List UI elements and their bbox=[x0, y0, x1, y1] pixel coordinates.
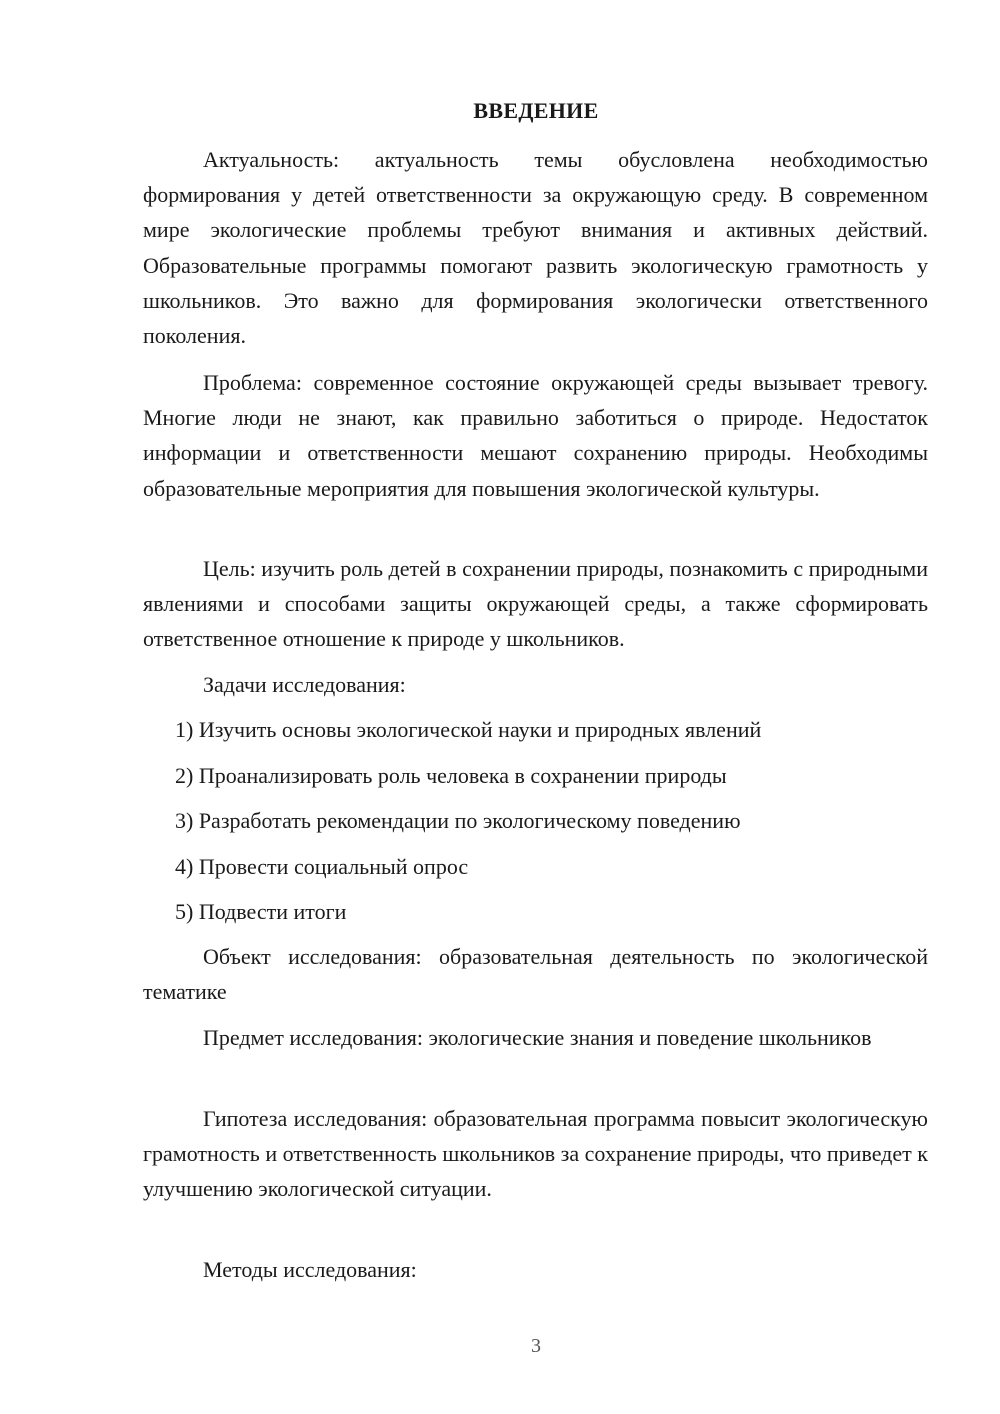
paragraph-hypothesis: Гипотеза исследования: образовательная программа повысит экологическую грамотность и ответственность школьников за сохранение природы, что приведет к улучшению экологической ситуации. bbox=[143, 1106, 928, 1202]
task-item: 2) Проанализировать роль человека в сохранении природы bbox=[175, 763, 727, 788]
tasks-heading: Задачи исследования: bbox=[203, 672, 406, 697]
paragraph-problem: Проблема: современное состояние окружающей среды вызывает тревогу. Многие люди не знают, как правильно заботиться о природе. Недостаток информации и ответственности мешают сохранению природы. Необходимы образовательные мероприятия для повышения экологической культуры. bbox=[143, 370, 928, 501]
paragraph-goal: Цель: изучить роль детей в сохранении природы, познакомить с природными явлениями и способами защиты окружающей среды, а также сформировать ответственное отношение к природе у школьников. bbox=[143, 556, 928, 652]
section-title: ВВЕДЕНИЕ bbox=[473, 98, 599, 123]
task-item: 1) Изучить основы экологической науки и природных явлений bbox=[175, 717, 762, 742]
task-item: 3) Разработать рекомендации по экологическому поведению bbox=[175, 808, 741, 833]
paragraph-relevance: Актуальность: актуальность темы обусловлена необходимостью формирования у детей ответственности за окружающую среду. В современном мире экологические проблемы требуют внимания и активных действий. Образовательные программы помогают развить экологическую грамотность у школьников. Это важно для формирования экологически ответственного поколения. bbox=[143, 147, 928, 349]
methods-heading: Методы исследования: bbox=[203, 1257, 417, 1282]
task-item: 4) Провести социальный опрос bbox=[175, 854, 469, 879]
paragraph-object: Объект исследования: образовательная деятельность по экологической тематике bbox=[143, 944, 928, 1005]
page-number: 3 bbox=[531, 1335, 541, 1357]
paragraph-subject: Предмет исследования: экологические знания и поведение школьников bbox=[203, 1025, 872, 1050]
task-item: 5) Подвести итоги bbox=[175, 899, 347, 924]
